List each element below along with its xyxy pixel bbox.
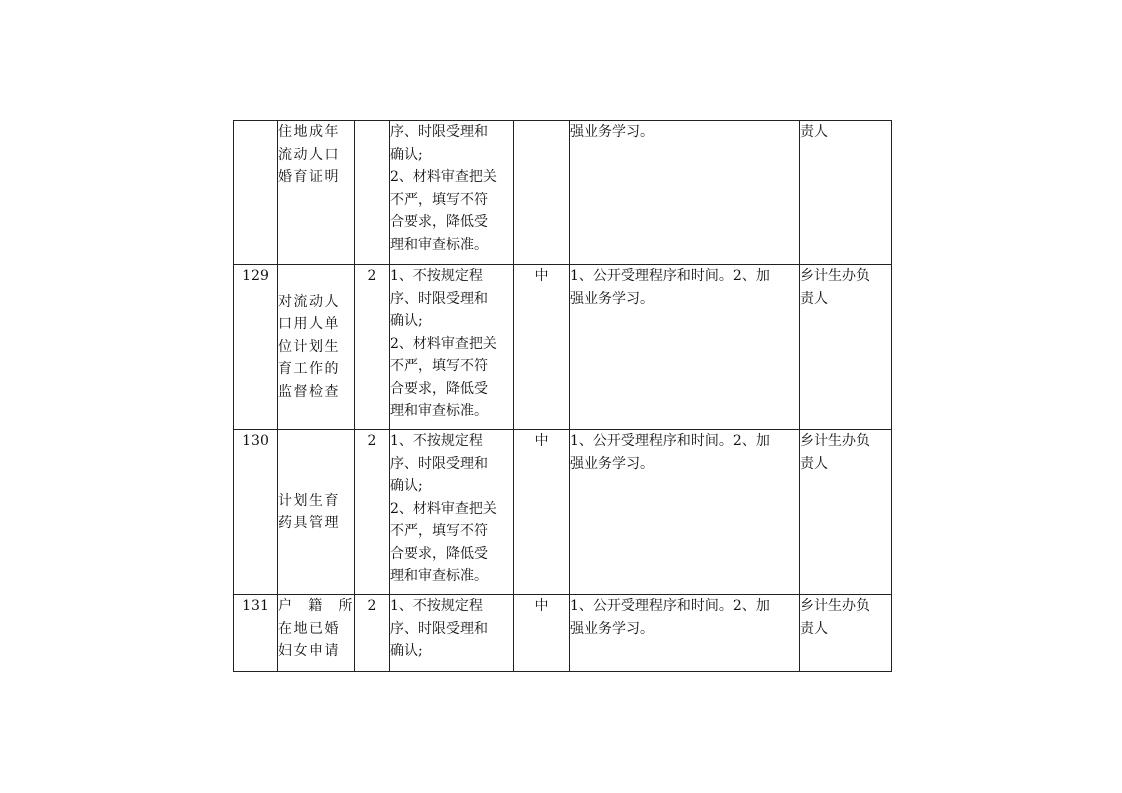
responsible-person: 乡计生办负 责人 (800, 595, 892, 672)
table-row (234, 595, 892, 672)
prevention-measures: 1、公开受理程序和时间。2、加 强业务学习。 (570, 595, 800, 672)
risk-grade: 中 (514, 265, 570, 430)
risk-grade: 中 (514, 430, 570, 595)
risk-points: 1、不按规定程 序、时限受理和 确认; 2、材料审查把关 不严，填写不符 合要求，降低受 理和审查标准。 (390, 265, 514, 430)
prevention-measures: 强业务学习。 (570, 121, 800, 265)
row-number (234, 121, 278, 265)
table-row (234, 265, 892, 430)
risk-points: 序、时限受理和 确认; 2、材料审查把关 不严，填写不符 合要求，降低受 理和审查标准。 (390, 121, 514, 265)
risk-grade (514, 121, 570, 265)
table-row (234, 430, 892, 595)
responsible-person: 乡计生办负 责人 (800, 430, 892, 595)
item-name: 住地成年 流动人口 婚育证明 (278, 121, 355, 265)
item-name: 户籍所 在地已婚 妇女申请 (278, 595, 355, 672)
row-number: 129 (234, 265, 278, 430)
risk-level: 2 (355, 430, 390, 595)
risk-table (233, 120, 892, 672)
table-body (234, 121, 892, 672)
prevention-measures: 1、公开受理程序和时间。2、加 强业务学习。 (570, 430, 800, 595)
risk-level (355, 121, 390, 265)
risk-points: 1、不按规定程 序、时限受理和 确认; 2、材料审查把关 不严，填写不符 合要求，降低受 理和审查标准。 (390, 430, 514, 595)
responsible-person: 乡计生办负 责人 (800, 265, 892, 430)
item-name: 计划生育 药具管理 (278, 430, 355, 595)
row-number: 131 (234, 595, 278, 672)
risk-level: 2 (355, 265, 390, 430)
table-row (234, 121, 892, 265)
row-number: 130 (234, 430, 278, 595)
risk-level: 2 (355, 595, 390, 672)
item-name: 对流动人 口用人单 位计划生 育工作的 监督检查 (278, 265, 355, 430)
risk-grade: 中 (514, 595, 570, 672)
risk-points: 1、不按规定程 序、时限受理和 确认; (390, 595, 514, 672)
prevention-measures: 1、公开受理程序和时间。2、加 强业务学习。 (570, 265, 800, 430)
responsible-person: 责人 (800, 121, 892, 265)
